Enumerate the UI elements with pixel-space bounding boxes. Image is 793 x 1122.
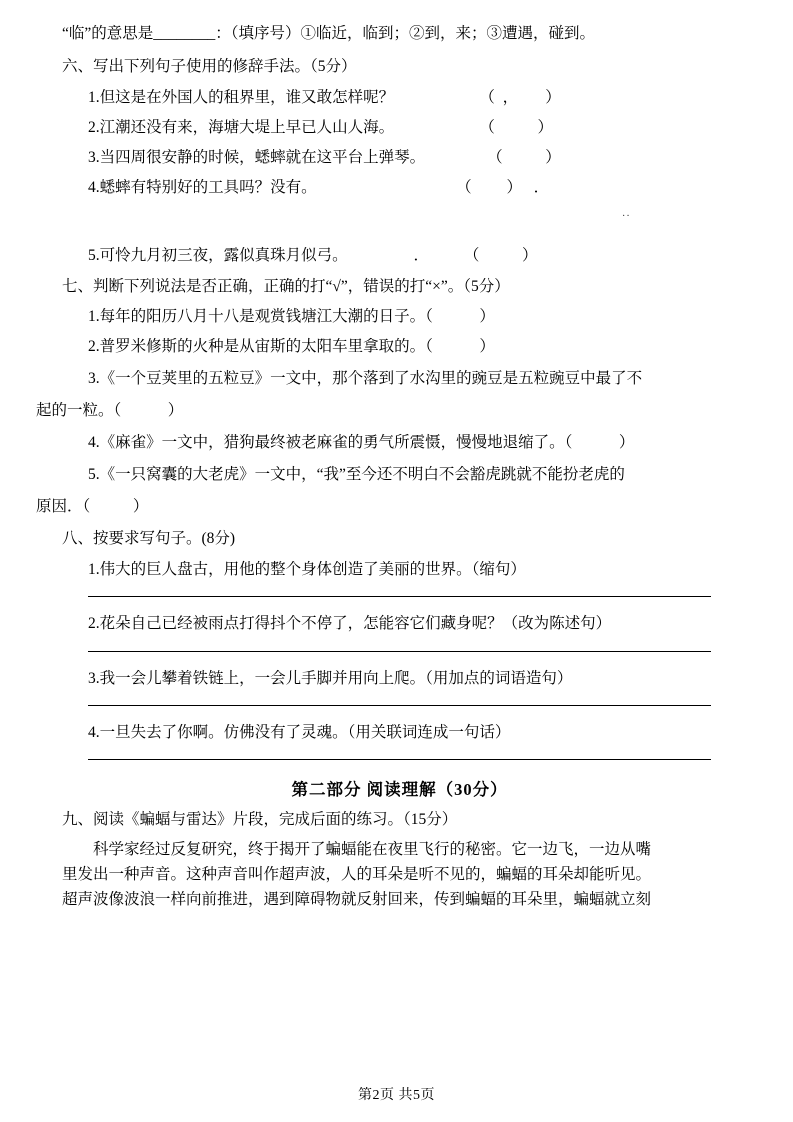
reading-paragraph-line-3: 超声波像波浪一样向前推进，遇到障碍物就反射回来，传到蝙蝠的耳朵里，蝙蝠就立刻 xyxy=(62,891,652,909)
answer-line-8-3[interactable] xyxy=(88,705,711,706)
answer-line-8-2[interactable] xyxy=(88,651,711,652)
question-6-2: 2.江潮还没有来，海塘大堤上早已人山人海。 （ ） xyxy=(88,118,554,136)
question-7-1: 1.每年的阳历八月十八是观赏钱塘江大潮的日子。（ ） xyxy=(88,308,495,325)
question-6-4: 4.蟋蟀有特别好的工具吗？没有。 （ ） ． xyxy=(88,179,550,197)
stray-marks-row xyxy=(62,207,737,237)
part-two-title: 第二部分 阅读理解（30分） xyxy=(291,779,508,799)
section-heading-6: 六、写出下列句子使用的修辞手法。（5分） xyxy=(62,58,357,76)
stray-quote-mark: ·· xyxy=(622,210,631,222)
answer-line-8-4[interactable] xyxy=(88,759,711,760)
section-heading-9: 九、阅读《蝙蝠与雷达》片段，完成后面的练习。（15分） xyxy=(62,810,458,828)
question-8-2: 2.花朵自己已经被雨点打得抖个不停了，怎能容它们藏身呢？（改为陈述句） xyxy=(88,615,612,633)
question-8-4: 4.一旦失去了你啊。仿佛没有了灵魂。（用关联词连成一句话） xyxy=(88,723,511,741)
reading-paragraph-line-2: 里发出一种声音。这种声音叫作超声波，人的耳朵是听不见的，蝙蝠的耳朵却能听见。 xyxy=(62,866,652,884)
question-7-3: 3.《一个豆荚里的五粒豆》一文中，那个落到了水沟里的豌豆是五粒豌豆中最了不 xyxy=(88,369,643,387)
section-heading-7: 七、判断下列说法是否正确，正确的打“√”，错误的打“×”。（5分） xyxy=(62,277,510,295)
question-7-5-cont: 原因．（ ） xyxy=(36,497,149,515)
question-7-5: 5.《一只窝囊的大老虎》一文中，“我”至今还不明白不会豁虎跳就不能扮老虎的 xyxy=(88,465,625,483)
question-7-3-cont: 起的一粒。（ ） xyxy=(36,401,184,419)
question-8-3: 3.我一会儿攀着铁链上，一会儿手脚并用向上爬。（用加点的词语造句） xyxy=(88,669,573,687)
carryover-question: “临”的意思是________：（填序号）①临近，临到；②到，来；③遭遇，碰到。 xyxy=(62,25,596,42)
answer-line-8-1[interactable] xyxy=(88,596,711,597)
question-6-3: 3.当四周很安静的时候，蟋蟀就在这平台上弹琴。 （ ） xyxy=(88,149,561,166)
question-7-2: 2.普罗米修斯的火种是从宙斯的太阳车里拿取的。（ ） xyxy=(88,338,495,356)
question-8-1: 1.伟大的巨人盘古，用他的整个身体创造了美丽的世界。（缩句） xyxy=(88,561,526,579)
question-6-5: 5.可怜九月初三夜，露似真珠月似弓。 ． （ ） xyxy=(88,246,538,264)
section-heading-8: 八、按要求写句子。(8分) xyxy=(62,530,236,548)
reading-paragraph-line-1: 科学家经过反复研究，终于揭开了蝙蝠能在夜里飞行的秘密。它一边飞，一边从嘴 xyxy=(93,840,652,858)
question-7-4: 4.《麻雀》一文中，猎狗最终被老麻雀的勇气所震慑，慢慢地退缩了。（ ） xyxy=(88,433,635,451)
question-6-1: 1.但这是在外国人的租界里，谁又敢怎样呢？ （ ， ） xyxy=(88,88,561,106)
page-footer: 第2页 共5页 xyxy=(358,1088,435,1103)
